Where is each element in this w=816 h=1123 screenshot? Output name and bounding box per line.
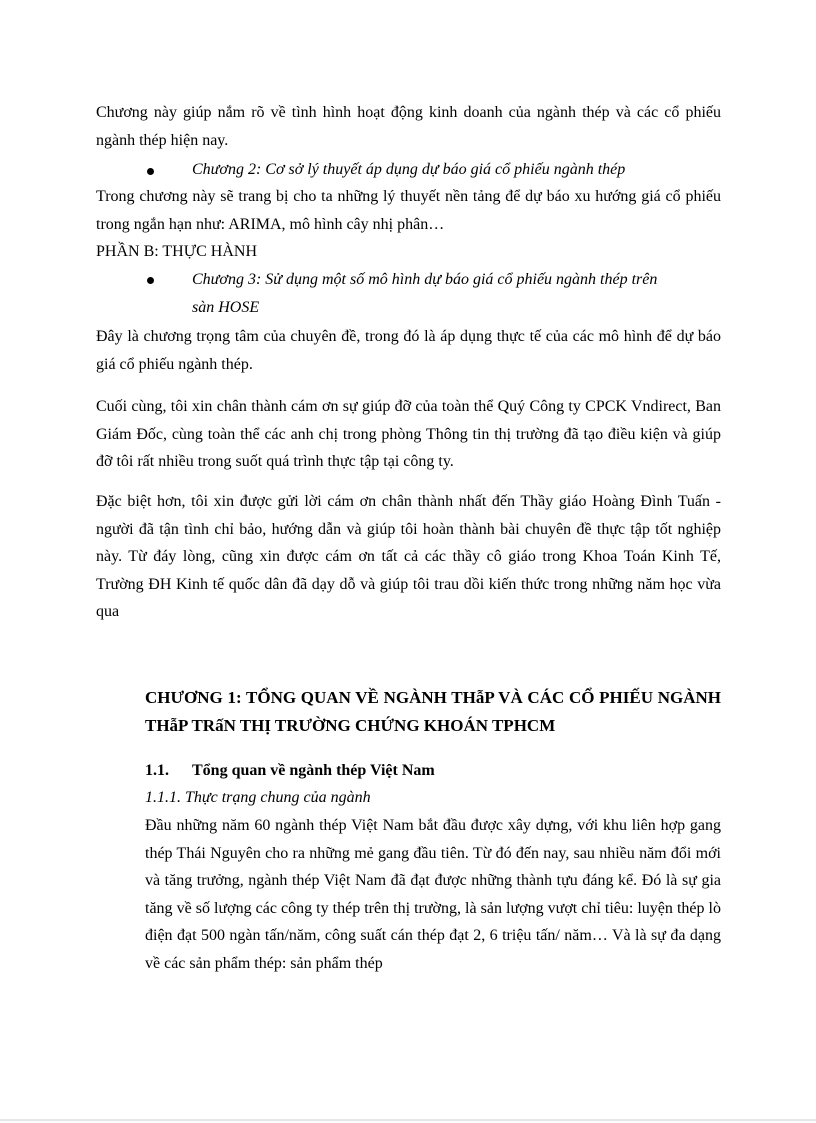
chapter-2-description: Trong chương này sẽ trang bị cho ta những lý thuyết nền tảng để dự báo xu hướng giá cổ phiếu trong ngắn hạn như: ARIMA, mô hình cây nhị phân… bbox=[96, 188, 721, 233]
bullet-chapter-2: Chương 2: Cơ sở lý thuyết áp dụng dự báo giá cổ phiếu ngành thép bbox=[192, 161, 626, 178]
bullet-chapter-3-line2: sàn HOSE bbox=[192, 299, 260, 316]
chapter-3-description: Đây là chương trọng tâm của chuyên đề, trong đó là áp dụng thực tế của các mô hình để dự báo giá cổ phiếu ngành thép. bbox=[96, 328, 721, 373]
intro-paragraph: Chương này giúp nắm rõ về tình hình hoạt động kinh doanh của ngành thép và các cổ phiếu ngành thép hiện nay. bbox=[96, 104, 721, 149]
part-b-heading: PHẦN B: THỰC HÀNH bbox=[96, 243, 258, 260]
special-thanks-paragraph: Đặc biệt hơn, tôi xin được gửi lời cám ơn chân thành nhất đến Thầy giáo Hoàng Đình Tuấn - người đã tận tình chỉ bảo, hướng dẫn và giúp tôi hoàn thành bài chuyên đề thực tập tốt nghiệp này. Từ đáy lòng, cũng xin được cám ơn tất cả các thầy cô giáo trong Khoa Toán Kinh Tế, Trường ĐH Kinh tế quốc dân đã dạy dỗ và giúp tôi trau dồi kiến thức trong những năm học vừa qua bbox=[96, 493, 721, 620]
section-1-1-number: 1.1. bbox=[145, 762, 169, 779]
section-1-1-title: Tổng quan về ngành thép Việt Nam bbox=[192, 762, 435, 779]
section-1-1-1-heading: 1.1.1. Thực trạng chung của ngành bbox=[145, 789, 371, 806]
bullet-icon bbox=[147, 277, 154, 284]
bullet-chapter-3-line1: Chương 3: Sử dụng một số mô hình dự báo giá cổ phiếu ngành thép trên bbox=[192, 271, 658, 288]
chapter-1-title: CHƯƠNG 1: TỔNG QUAN VỀ NGÀNH THẫP VÀ CÁC CỔ PHIẾU NGÀNH THẫP TRấN THỊ TRƯỜNG CHỨNG KHOÁN TPHCM bbox=[145, 688, 721, 735]
thanks-paragraph: Cuối cùng, tôi xin chân thành cám ơn sự giúp đỡ của toàn thể Quý Công ty CPCK Vndirect, Ban Giám Đốc, cùng toàn thể các anh chị trong phòng Thông tin thị trường đã tạo điều kiện và giúp đỡ tôi rất nhiều trong suốt quá trình thực tập tại công ty. bbox=[96, 398, 721, 470]
body-paragraph: Đầu những năm 60 ngành thép Việt Nam bắt đầu được xây dựng, với khu liên hợp gang thép Thái Nguyên cho ra những mẻ gang đầu tiên. Từ đó đến nay, sau nhiều năm đổi mới và tăng trưởng, ngành thép Việt Nam đã đạt được những thành tựu đáng kể. Đó là sự gia tăng về số lượng các công ty thép trên thị trường, là sản lượng vượt chỉ tiêu: luyện thép lò điện đạt 500 ngàn tấn/năm, công suất cán thép đạt 2, 6 triệu tấn/ năm… Và là sự đa dạng về các sản phẩm thép: sản phẩm thép bbox=[145, 817, 721, 972]
bullet-icon bbox=[147, 168, 154, 175]
page-bottom-divider bbox=[0, 1119, 816, 1121]
